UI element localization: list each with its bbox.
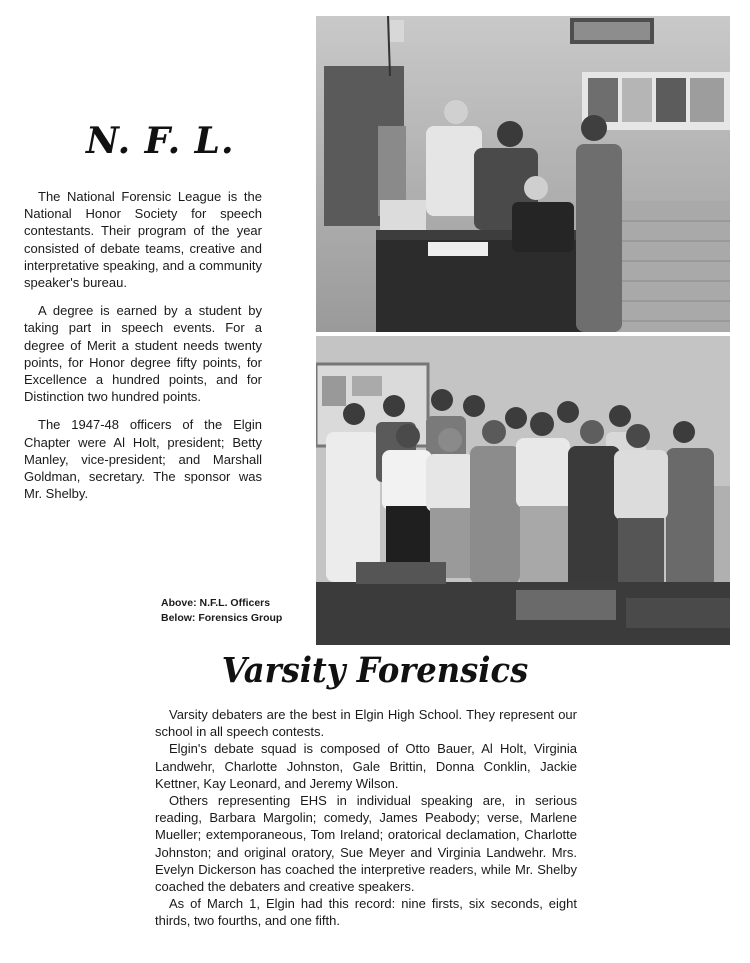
- nfl-officers-photo: [316, 16, 730, 332]
- photo-caption: [161, 596, 282, 626]
- nfl-officers-photo-image: [316, 16, 730, 332]
- nfl-paragraph: The 1947-48 officers of the Elgin Chapter were Al Holt, president; Betty Manley, vice-president; and Marshall Goldman, secretary. The sponsor was Mr. Shelby.: [24, 417, 262, 502]
- varsity-paragraph: Elgin's debate squad is composed of Otto Bauer, Al Holt, Virginia Landwehr, Charlotte Johnston, Gale Brittin, Donna Conklin, Jackie Kettner, Kay Leonard, and Jeremy Wilson.: [155, 741, 577, 791]
- varsity-paragraph: Varsity debaters are the best in Elgin High School. They represent our school in all speech contests.: [155, 707, 577, 740]
- varsity-forensics-body: [155, 706, 577, 930]
- varsity-paragraph: Others representing EHS in individual speaking are, in serious reading, Barbara Margolin; comedy, James Peabody; verse, Marlene Mueller; extemporaneous, Tom Ireland; oratorical declamation, Charlotte Johnston; and original oratory, Sue Meyer and Virginia Landwehr. Mrs. Evelyn Dickerson has coached the interpretive readers, while Mr. Shelby coached the debaters and creative speakers.: [155, 793, 577, 895]
- forensics-group-photo: [316, 336, 730, 645]
- varsity-paragraph: As of March 1, Elgin had this record: nine firsts, six seconds, eight thirds, two fourths, and one fifth.: [155, 896, 577, 929]
- nfl-title: N. F. L.: [86, 120, 235, 162]
- caption-below: Below: Forensics Group: [161, 612, 283, 624]
- nfl-paragraph: A degree is earned by a student by taking part in speech events. For a degree of Merit a student needs twenty points, for Honor degree fifty points, for Excellence a hundred points, and for Distinction two hundred points.: [24, 303, 262, 405]
- varsity-forensics-title: Varsity Forensics: [221, 650, 529, 691]
- nfl-paragraph: The National Forensic League is the National Honor Society for speech contestants. Their program of the year consisted of debate teams, creative and interpretative speaking, and a community speaker's bureau.: [24, 189, 262, 291]
- caption-above: Above: N.F.L. Officers: [161, 597, 271, 609]
- nfl-body: [24, 188, 262, 513]
- forensics-group-photo-image: [316, 336, 730, 645]
